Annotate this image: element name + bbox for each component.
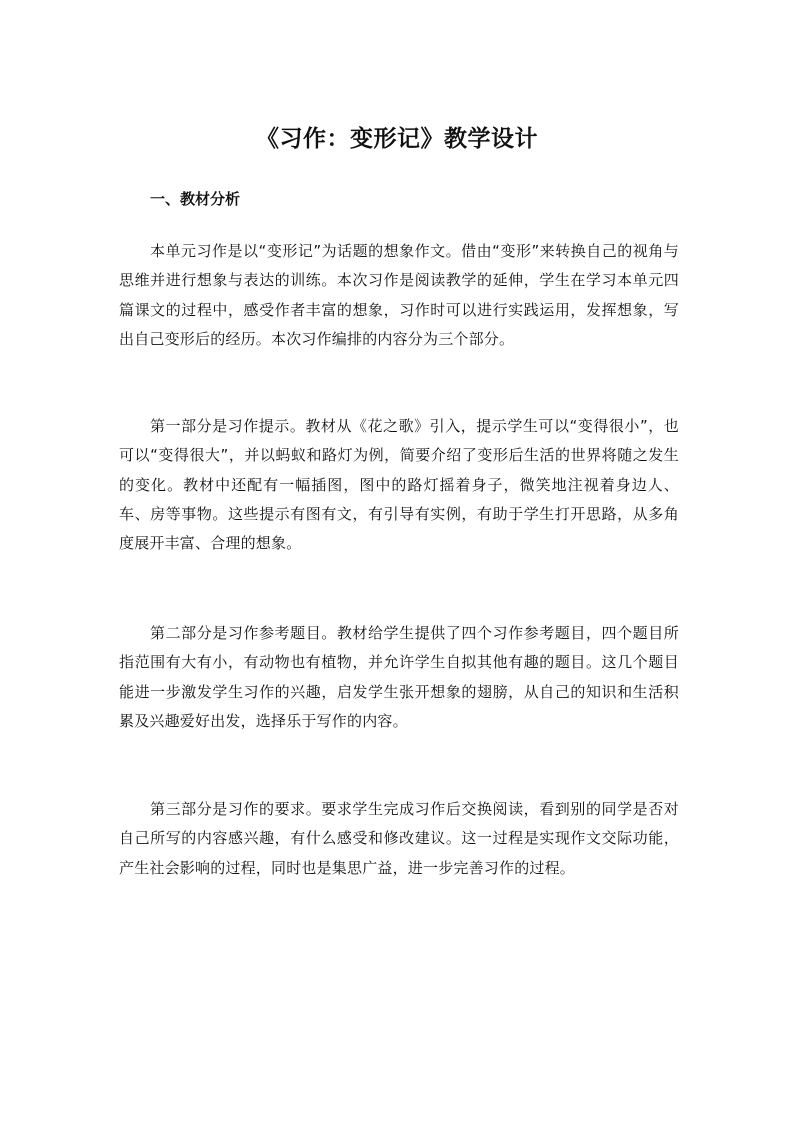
paragraph-intro: 本单元习作是以“变形记”为话题的想象作文。借由“变形”来转换自己的视角与思维并进行想象与表达的训练。本次习作是阅读教学的延伸，学生在学习本单元四篇课文的过程中，感受作者丰富的想象，习作时可以进行实践运用，发挥想象，写出自己变形后的经历。本次习作编排的内容分为三个部分。 bbox=[119, 242, 679, 348]
document-title: 《习作：变形记》教学设计 bbox=[256, 126, 538, 152]
paragraph-part-two: 第二部分是习作参考题目。教材给学生提供了四个习作参考题目，四个题目所指范围有大有小，有动物也有植物，并允许学生自拟其他有趣的题目。这几个题目能进一步激发学生习作的兴趣，启发学生张开想象的翅膀，从自己的知识和生活积累及兴趣爱好出发，选择乐于写作的内容。 bbox=[119, 624, 679, 730]
paragraph-part-one: 第一部分是习作提示。教材从《花之歌》引入，提示学生可以“变得很小”，也可以“变得很大”，并以蚂蚁和路灯为例，简要介绍了变形后生活的世界将随之发生的变化。教材中还配有一幅插图，图中的路灯摇着身子，微笑地注视着身边人、车、房等事物。这些提示有图有文，有引导有实例，有助于学生打开思路，从多角度展开丰富、合理的想象。 bbox=[119, 417, 679, 553]
paragraph-part-three: 第三部分是习作的要求。要求学生完成习作后交换阅读，看到别的同学是否对自己所写的内容感兴趣，有什么感受和修改建议。这一过程是实现作文交际功能，产生社会影响的过程，同时也是集思广益，进一步完善习作的过程。 bbox=[119, 800, 679, 877]
section-heading: 一、教材分析 bbox=[150, 190, 241, 208]
